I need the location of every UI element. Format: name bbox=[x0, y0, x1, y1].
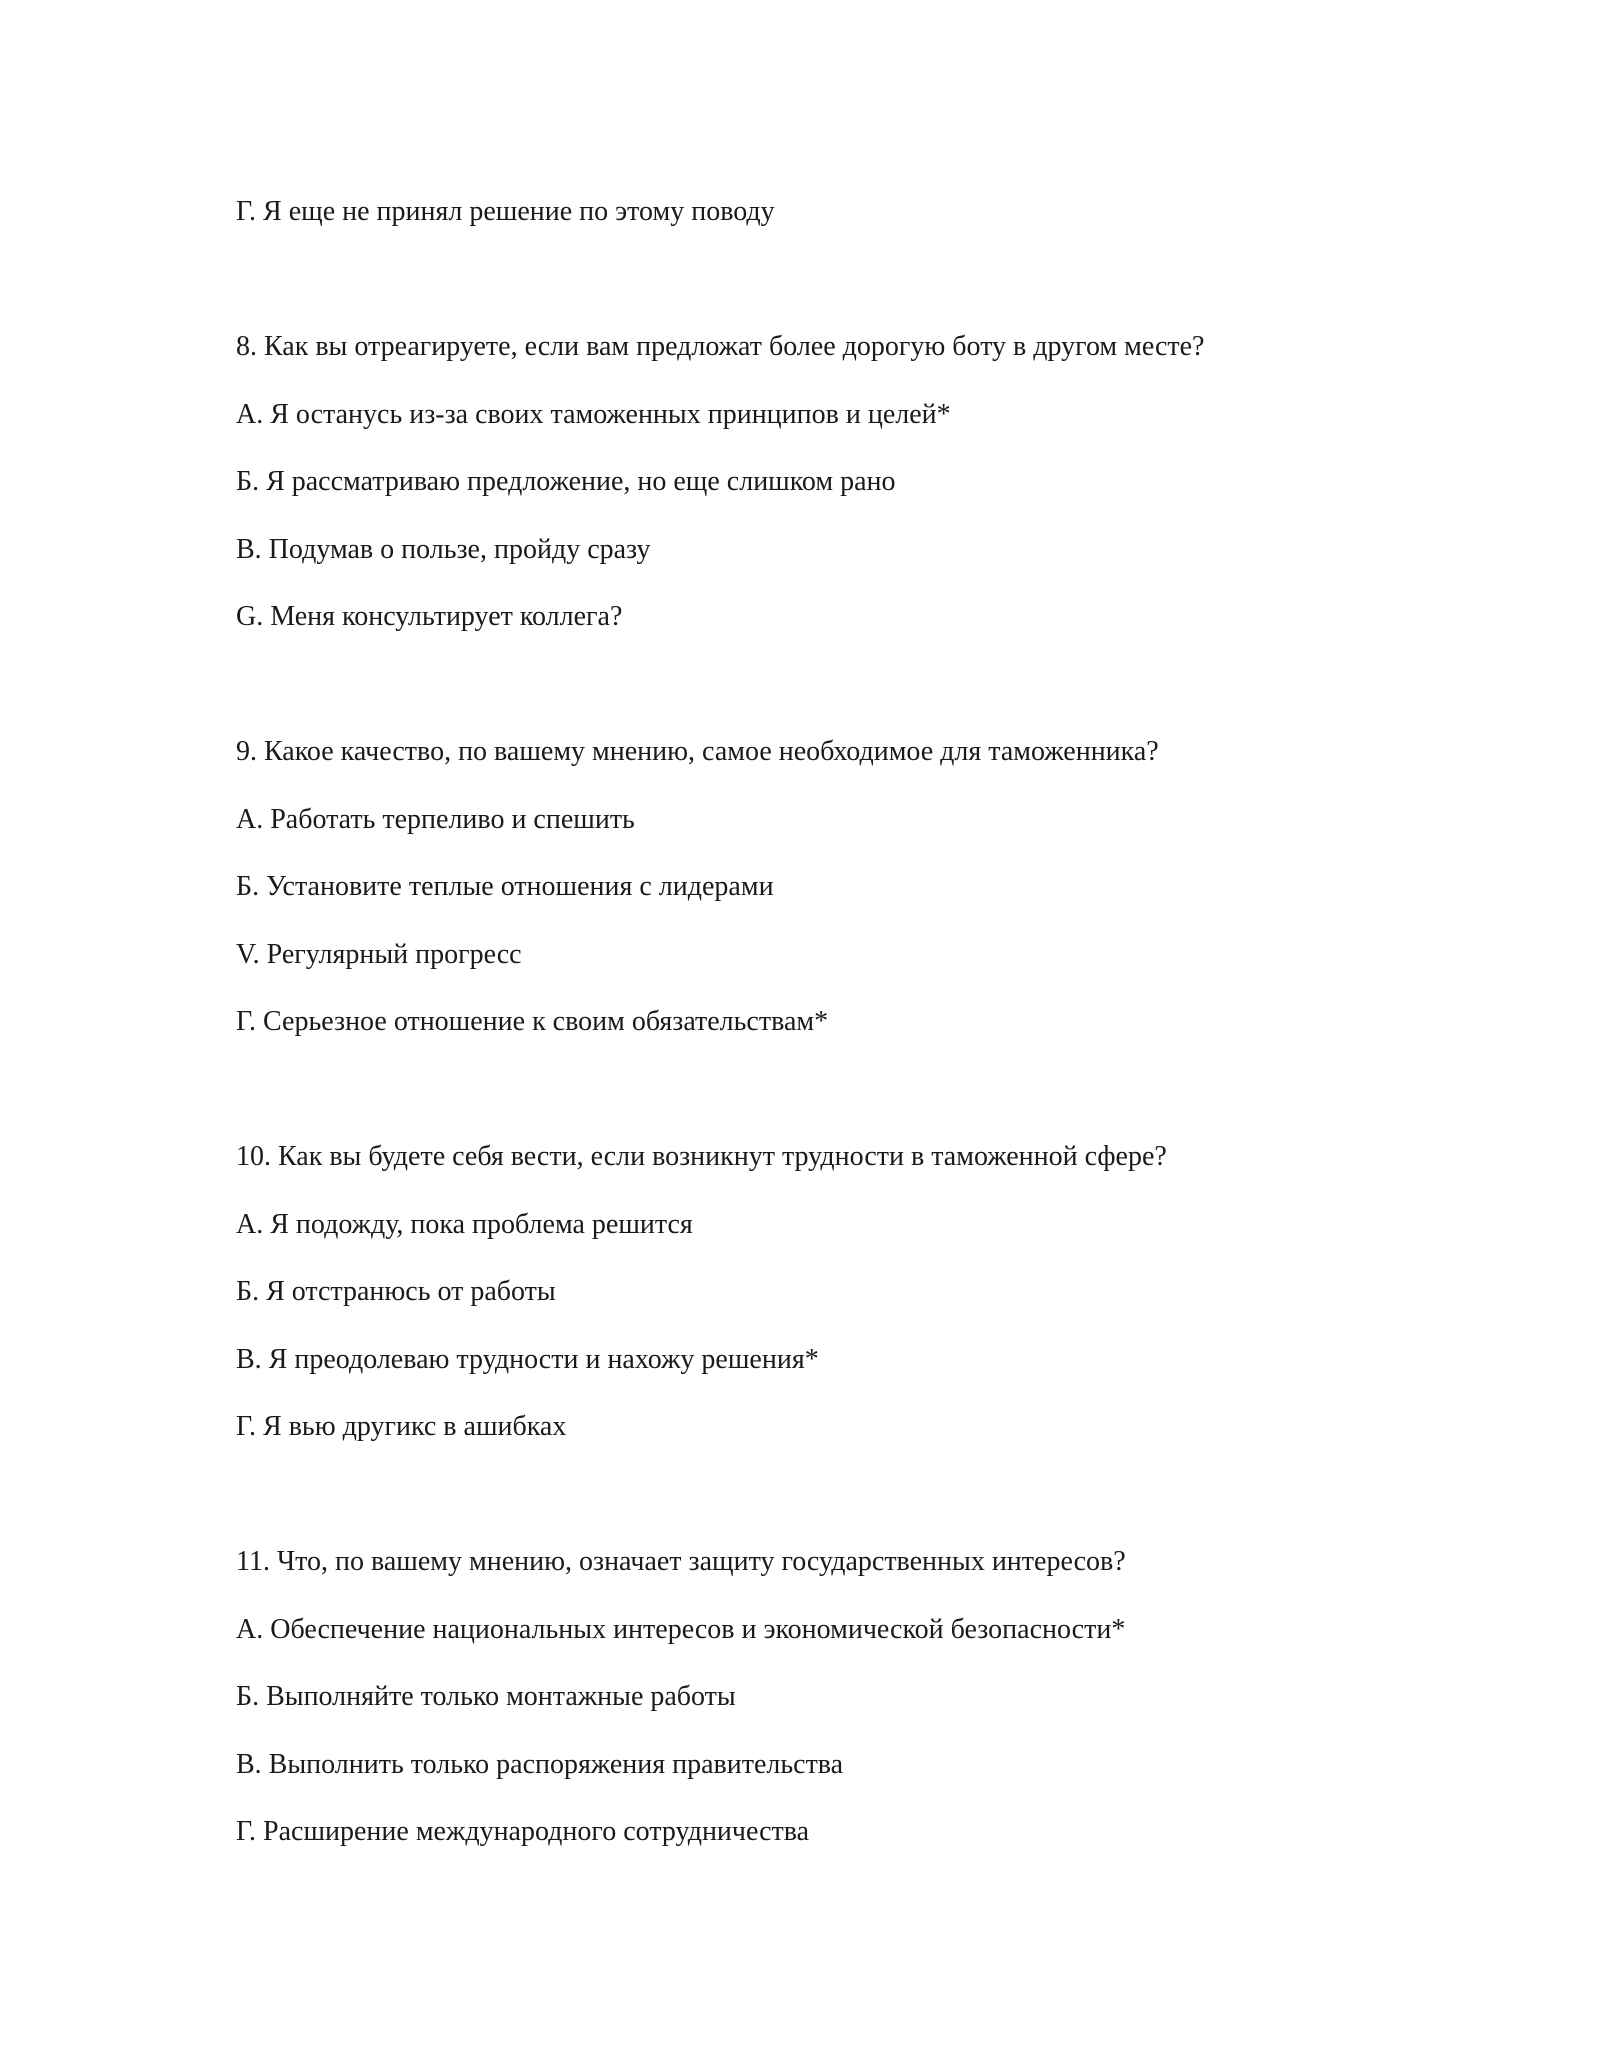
spacer bbox=[236, 246, 1436, 314]
answer-option: В. Я преодолеваю трудности и нахожу решения* bbox=[236, 1343, 819, 1375]
answer-option: Б. Я отстранюсь от работы bbox=[236, 1276, 556, 1307]
answer-option: Г. Я вью другикс в ашибках bbox=[236, 1411, 567, 1442]
answer-option: Б. Я рассматриваю предложение, но еще слишком рано bbox=[236, 466, 896, 497]
answer-option: Г. Серьезное отношение к своим обязательствам* bbox=[236, 1006, 829, 1037]
answer-option: В. Подумав о пользе, пройду сразу bbox=[236, 533, 651, 565]
answer-option: Г. Я еще не принял решение по этому поводу bbox=[236, 196, 775, 227]
answer-option: А. Работать терпеливо и спешить bbox=[236, 803, 635, 835]
answer-option: G. Меня консультирует коллега? bbox=[236, 601, 623, 632]
spacer bbox=[236, 1461, 1436, 1529]
answer-option: А. Я останусь из-за своих таможенных принципов и целей* bbox=[236, 398, 951, 430]
answer-option: А. Обеспечение национальных интересов и экономической безопасности* bbox=[236, 1613, 1126, 1645]
answer-option: V. Регулярный прогресс bbox=[236, 938, 522, 970]
answer-option: Б. Выполняйте только монтажные работы bbox=[236, 1681, 736, 1712]
question-block-9 bbox=[236, 718, 1436, 1056]
spacer bbox=[236, 1056, 1436, 1124]
spacer bbox=[236, 651, 1436, 719]
answer-option: Б. Установите теплые отношения с лидерами bbox=[236, 871, 774, 902]
question-text: 10. Как вы будете себя вести, если возникнут трудности в таможенной сфере? bbox=[236, 1141, 1167, 1172]
question-block-10 bbox=[236, 1123, 1436, 1461]
document-content bbox=[236, 178, 1436, 1866]
question-text: 9. Какое качество, по вашему мнению, самое необходимое для таможенника? bbox=[236, 736, 1159, 767]
question-block-8 bbox=[236, 313, 1436, 651]
question-text: 8. Как вы отреагируете, если вам предложат более дорогую боту в другом месте? bbox=[236, 331, 1205, 362]
answer-option: В. Выполнить только распоряжения правительства bbox=[236, 1748, 844, 1780]
question-block-11 bbox=[236, 1528, 1436, 1866]
question-text: 11. Что, по вашему мнению, означает защиту государственных интересов? bbox=[236, 1546, 1126, 1577]
answer-option: Г. Расширение международного сотрудничества bbox=[236, 1816, 810, 1847]
answer-option: А. Я подожду, пока проблема решится bbox=[236, 1208, 693, 1240]
